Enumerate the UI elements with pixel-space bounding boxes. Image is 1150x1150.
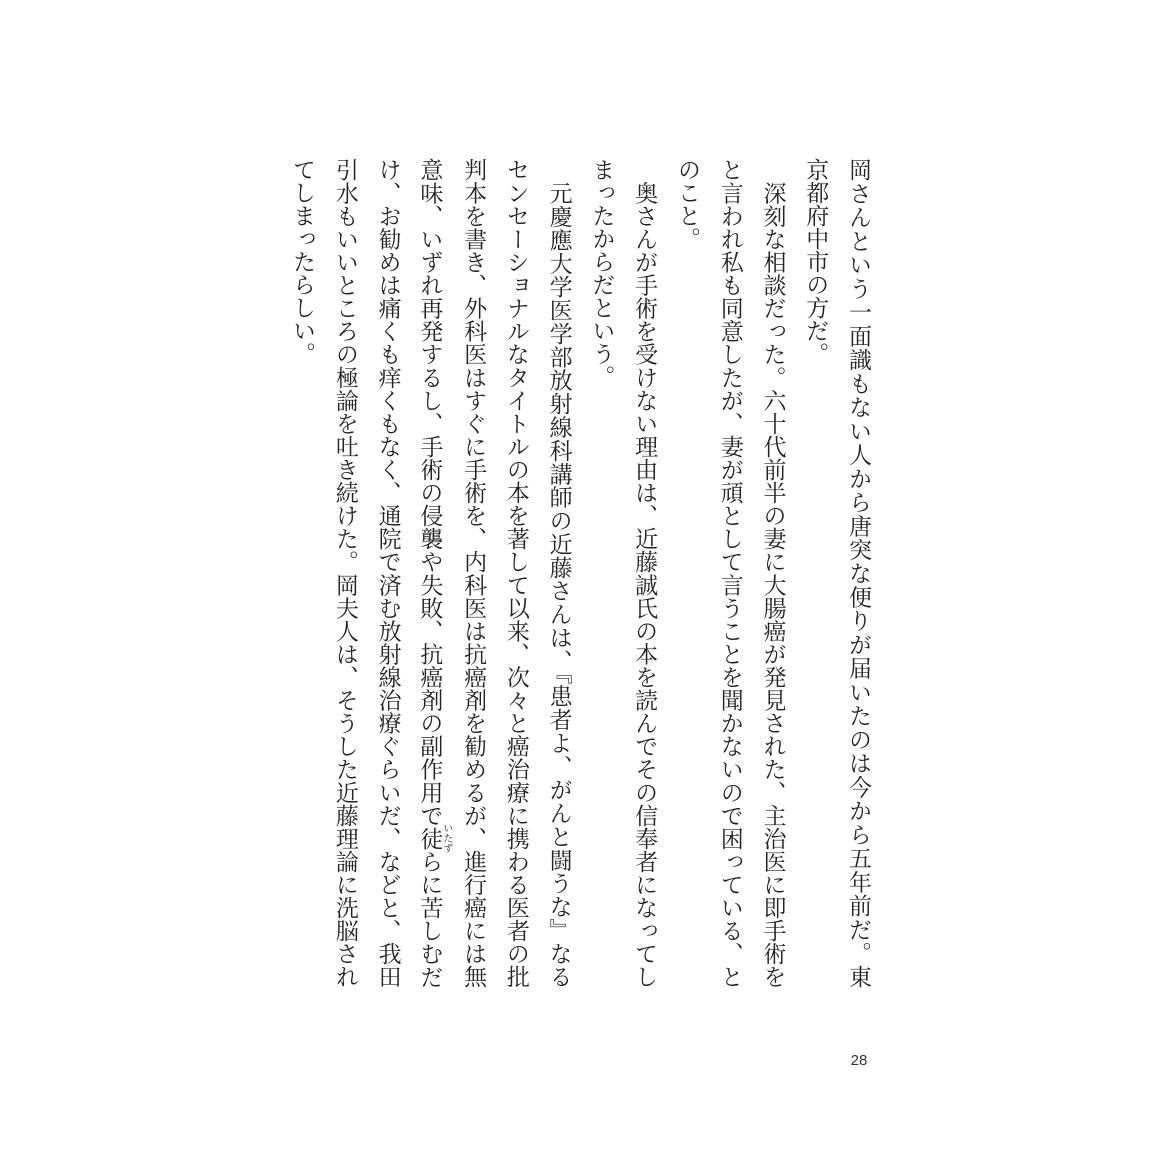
text-line: 深刻な相談だった。六十代前半の妻に大腸癌が発見された、主治医に即手術を xyxy=(759,158,786,988)
text-segment: 意味、いずれ再発するし、手術の侵襲や失敗、抗癌剤の副作用で xyxy=(416,158,443,827)
text-line: まったからだという。 xyxy=(588,158,615,388)
text-line: 岡さんという一面識もない人から唐突な便りが届いたのは今から五年前だ。東 xyxy=(845,158,871,988)
ruby-reading: いたず xyxy=(440,823,452,854)
text-line: てしまったらしい。 xyxy=(289,158,316,365)
text-line: 引水もいいところの極論を吐き続けた。岡夫人は、そうした近藤理論に洗脳され xyxy=(331,158,358,988)
page-number: 28 xyxy=(850,1052,868,1069)
body-text xyxy=(280,158,879,988)
text-line: け、お勧めは痛くも痒くもなく、通院で済む放射線治療ぐらいだ、などと、我田 xyxy=(374,158,401,988)
ruby-base: 徒 xyxy=(416,823,443,854)
text-line: センセーショナルなタイトルの本を著して以来、次々と癌治療に携わる医者の批 xyxy=(502,158,529,988)
text-line: 判本を書き、外科医はすぐに手術を、内科医は抗癌剤を勧めるが、進行癌には無 xyxy=(460,158,487,988)
ruby-annotation xyxy=(416,823,452,854)
text-line: 京都府中市の方だ。 xyxy=(802,158,829,365)
text-line: 元慶應大学医学部放射線科講師の近藤さんは、『患者よ、がんと闘うな』なる xyxy=(545,158,572,988)
text-segment: らに苦しむだ xyxy=(416,849,443,989)
text-line xyxy=(409,158,452,988)
text-line: と言われ私も同意したが、妻が頑として言うことを聞かないので困っている、と xyxy=(716,158,743,988)
text-line: のこと。 xyxy=(673,158,700,250)
text-line: 奥さんが手術を受けない理由は、近藤誠氏の本を読んでその信奉者になってし xyxy=(631,158,658,988)
